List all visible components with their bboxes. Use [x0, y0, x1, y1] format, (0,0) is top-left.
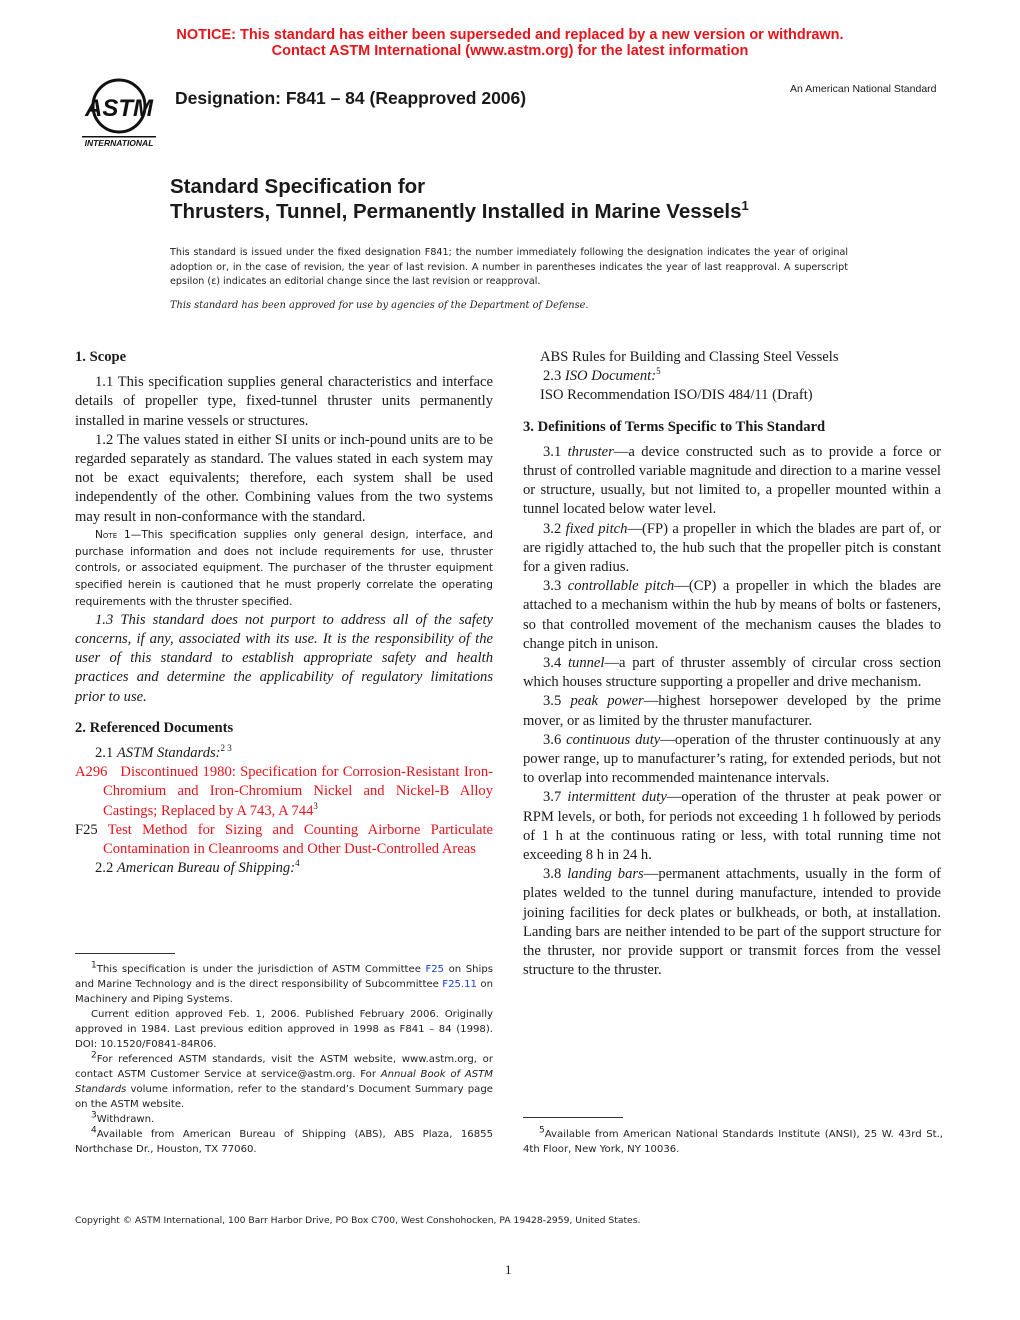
footnote-ref[interactable]: 2 3 — [220, 743, 232, 754]
fn-text: volume information, refer to the standard’s Document Summary page on the ASTM website. — [75, 1084, 493, 1110]
footnotes-right — [523, 1127, 943, 1157]
note-text: —This specification supplies only general design, interface, and purchase information and does not include requirements for use, thruster controls, or associated equipment. The purchaser of the thruster equipment specified herein is cautioned that he must properly correlate the operating requirements with the thruster specified. — [75, 528, 493, 609]
notice-line-1: NOTICE: This standard has either been superseded and replaced by a new version or withdrawn. — [176, 27, 844, 43]
fn-num: 2 — [91, 1050, 97, 1061]
footnote-2 — [75, 1052, 493, 1112]
definition-item — [523, 443, 941, 520]
dod-approval: This standard has been approved for use by agencies of the Department of Defense. — [170, 300, 589, 311]
reference-f25[interactable] — [75, 821, 493, 859]
note — [75, 527, 493, 611]
definition-num: 3.4 — [543, 655, 568, 672]
paragraph: 1.2 The values stated in either SI units or inch-pound units are to be regarded separately as standard. The values stated in each system may not be exact equivalents; therefore, each system shall be used independently of the other. Combining values from the two systems may result in non-conformance with the standard. — [75, 431, 493, 525]
label: American Bureau of Shipping: — [116, 860, 296, 877]
num: 2.1 — [95, 745, 117, 762]
reference-iso: ISO Recommendation ISO/DIS 484/11 (Draft) — [540, 387, 813, 404]
paragraph — [523, 367, 941, 386]
fn-num: 3 — [91, 1110, 97, 1121]
footnote-1 — [75, 962, 493, 1007]
footnote-divider — [75, 953, 175, 954]
definition-text: —(CP) a propeller in which the blades are attached to a mechanism within the hub by means of bolts or fasteners, so that controlled movement of the mechanism causes the blades to change pitch in unison. — [523, 578, 942, 652]
definition-term: fixed pitch — [565, 520, 628, 537]
section-heading: 3. Definitions of Terms Specific to This Standard — [523, 418, 826, 435]
svg-text:ASTM: ASTM — [85, 95, 153, 122]
fn-text: on Machinery and Piping Systems. — [75, 979, 493, 1005]
ref-title[interactable]: Discontinued 1980: Specification for Corrosion-Resistant Iron-Chromium and Iron-Chromium Nickel and Nickel-B Alloy Castings; Replaced by A 743, A 744 — [103, 764, 493, 819]
footnote-divider — [523, 1117, 623, 1118]
definition-text: —operation of the thruster at peak power or RPM levels, or both, for periods not exceeding 1 h followed by periods of 1 h at the continuous rating or less, with total running time not exceeding 8 h in 24 h. — [523, 789, 942, 864]
definition-num: 3.8 — [543, 866, 568, 883]
section-heading: 1. Scope — [75, 349, 127, 365]
footnote-edition: Current edition approved Feb. 1, 2006. Published February 2006. Originally approved in 1984. Last previous edition approved in 1998 as F841 – 84 (1998). DOI: 10.1520/F0841-84R06. — [75, 1009, 493, 1050]
paragraph: 1.1 This specification supplies general characteristics and interface details of propeller type, fixed-tunnel thruster units permanently installed in marine vessels or structures. — [75, 374, 493, 429]
definition-item — [523, 731, 941, 789]
preamble: This standard is issued under the fixed designation F841; the number immediately following the designation indicates the year of original adoption or, in the case of revision, the year of last revision. A number in parentheses indicates the year of last reapproval. A superscript epsilon (ε) indicates an editorial change since the last revision or reapproval. — [170, 247, 848, 288]
ref-title[interactable]: Test Method for Sizing and Counting Airborne Particulate Contamination in Cleanrooms and Other Dust-Controlled Areas — [103, 821, 493, 858]
definition-text: —a device constructed such as to provide a force or thrust of controlled variable magnitude and direction to a marine vessel or structure, usually, but not limited to, a propeller mounted within a tunnel located below water level. — [523, 443, 941, 518]
fn-text: Annual Book of ASTM Standards — [75, 1069, 494, 1095]
definition-num: 3.2 — [543, 520, 566, 537]
definition-text: —operation of the thruster continuously at any power range, up to manufacturer’s rating, for extended periods, but not to overlap into recommended maintenance intervals. — [523, 731, 941, 787]
definition-item — [523, 788, 941, 865]
definition-num: 3.7 — [543, 789, 568, 806]
fn-text: on Ships and Marine Technology and is the direct responsibility of Subcommittee — [75, 964, 494, 990]
ref-code[interactable]: A296 — [75, 764, 108, 781]
footnote-3 — [75, 1112, 493, 1127]
designation: Designation: F841 – 84 (Reapproved 2006) — [175, 88, 527, 108]
footnote-ref[interactable]: 4 — [295, 858, 300, 869]
fn-text: This specification is under the jurisdiction of ASTM Committee — [96, 964, 426, 975]
reference-abs: ABS Rules for Building and Classing Steel Vessels — [540, 349, 839, 365]
subcommittee-link[interactable]: F25.11 — [442, 979, 477, 990]
label: ISO Document: — [564, 368, 657, 385]
definition-item — [523, 692, 941, 730]
definition-term: thruster — [567, 443, 614, 460]
definition-num: 3.1 — [543, 443, 568, 460]
definition-item — [523, 865, 941, 980]
right-column — [523, 348, 941, 981]
fn-text: Available from American National Standards Institute (ANSI), 25 W. 43rd St., 4th Floor, New York, NY 10036. — [523, 1129, 943, 1155]
definition-num: 3.5 — [543, 693, 571, 710]
fn-num: 4 — [91, 1125, 97, 1136]
footnote-4 — [75, 1127, 493, 1157]
footnote-ref[interactable]: 5 — [656, 366, 661, 377]
footnote-5 — [523, 1127, 943, 1157]
page-number: 1 — [505, 1262, 512, 1277]
svg-text:INTERNATIONAL: INTERNATIONAL — [84, 138, 154, 148]
fn-text: Available from American Bureau of Shipping (ABS), ABS Plaza, 16855 Northchase Dr., Houston, TX 77060. — [75, 1129, 493, 1155]
num: 2.3 — [543, 368, 565, 385]
committee-link[interactable]: F25 — [425, 964, 445, 975]
label: ASTM Standards: — [116, 745, 221, 762]
footnotes-left — [75, 962, 493, 1157]
paragraph: 1.3 This standard does not purport to address all of the safety concerns, if any, associated with its use. It is the responsibility of the user of this standard to establish appropriate safety and health practices and determine the applicability of regulatory limitations prior to use. — [75, 611, 493, 705]
num: 2.2 — [95, 860, 117, 877]
definition-item — [523, 577, 941, 654]
title-text: Thrusters, Tunnel, Permanently Installed in Marine Vessels — [170, 200, 742, 223]
astm-logo-icon — [78, 76, 160, 148]
american-national-standard: An American National Standard — [790, 83, 937, 95]
fn-num: 5 — [539, 1125, 545, 1136]
fn-text: For referenced ASTM standards, visit the ASTM website, www.astm.org, or contact ASTM Customer Service at service@astm.org. For — [75, 1054, 493, 1080]
title-footnote-ref[interactable]: 1 — [741, 198, 749, 214]
definition-text: —a part of thruster assembly of circular cross section which houses structure supporting a propeller and drive mechanism. — [523, 655, 942, 691]
definition-term: tunnel — [567, 655, 605, 672]
fn-text: Withdrawn. — [96, 1114, 155, 1125]
note-label: Note 1 — [95, 528, 131, 541]
definitions-list — [523, 443, 941, 981]
copyright: Copyright © ASTM International, 100 Barr Harbor Drive, PO Box C700, West Conshohocken, PA 19428-2959, United States. — [75, 1215, 641, 1226]
definition-text: —permanent attachments, usually in the form of plates welded to the tunnel during manufacture, intended to provide joining facilities for deck plates or bulkheads, or both, at installation. Landing bars are neither intended to be part of the support structure for the thruster, nor provide support or transmit forces from the vessel structure to the thruster. — [523, 866, 941, 979]
definition-item — [523, 654, 941, 692]
section-heading: 2. Referenced Documents — [75, 719, 234, 736]
definition-term: landing bars — [567, 866, 644, 883]
definition-term: peak power — [570, 693, 644, 710]
paragraph — [75, 859, 493, 878]
page-title — [170, 174, 749, 224]
definition-text: —(FP) a propeller in which the blades are part of, or are rigidly attached to, the hub such that the propeller pitch is constant for a given radius. — [523, 520, 941, 576]
supersede-notice — [0, 27, 1020, 59]
definition-term: controllable pitch — [567, 578, 675, 595]
footnote-ref[interactable]: 3 — [313, 800, 318, 811]
notice-line-2: Contact ASTM International (www.astm.org) for the latest information — [271, 43, 749, 59]
definition-term: intermittent duty — [567, 789, 667, 806]
definition-num: 3.6 — [543, 731, 567, 748]
reference-a296[interactable] — [75, 763, 493, 821]
ref-code: F25 — [75, 821, 98, 838]
fn-num: 1 — [91, 960, 97, 971]
title-line-2 — [170, 199, 749, 224]
definition-item — [523, 520, 941, 578]
left-column — [75, 348, 493, 878]
paragraph — [75, 744, 493, 763]
definition-num: 3.3 — [543, 578, 568, 595]
title-line-1: Standard Specification for — [170, 175, 426, 198]
definition-text: —highest horsepower developed by the prime mover, or as limited by the thruster manufacturer. — [523, 693, 942, 729]
definition-term: continuous duty — [566, 731, 661, 748]
